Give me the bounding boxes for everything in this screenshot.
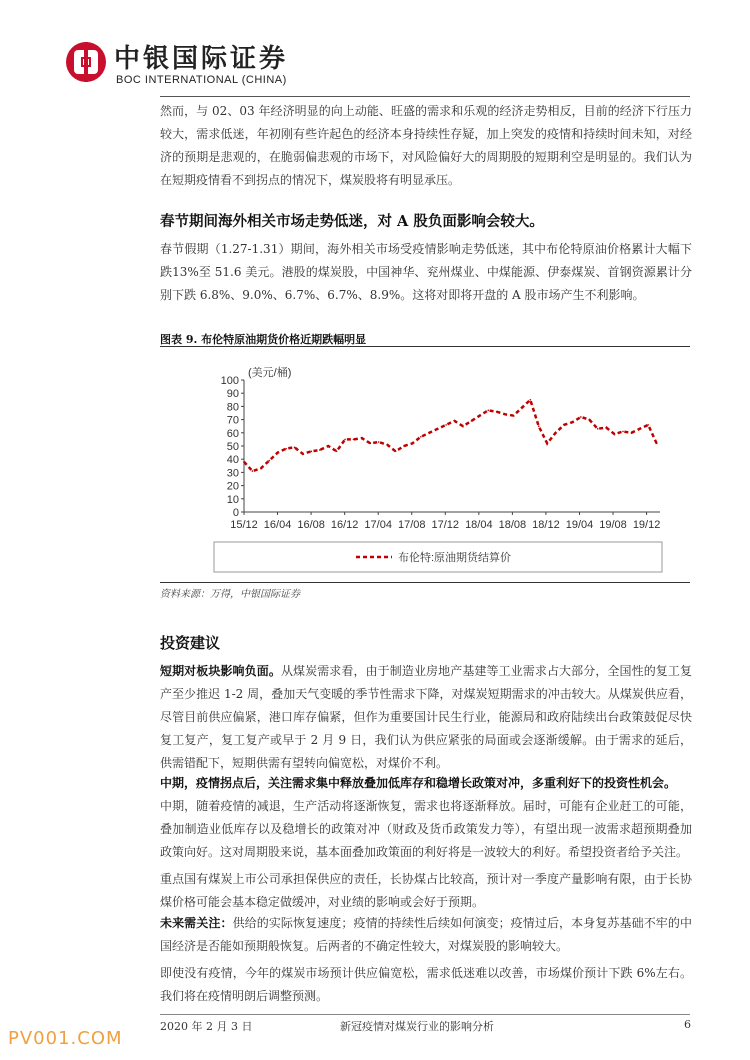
data-point [471, 420, 473, 422]
y-tick-label: 70 [226, 414, 239, 427]
brand-name-cn: 中银国际证券 [114, 44, 289, 74]
y-tick-label: 30 [226, 467, 239, 480]
y-tick-label: 0 [232, 507, 239, 519]
data-point [454, 420, 456, 422]
data-point [622, 431, 624, 433]
outlook-paragraph: 即使没有疫情，今年的煤炭市场预计供应偏宽松，需求低迷难以改善，市场煤价预计下跌 6%左右。我们将在疫情明朗后调整预测。 [160, 966, 692, 1003]
data-point [588, 419, 590, 421]
data-point [412, 443, 414, 445]
x-tick-label: 18/12 [532, 519, 560, 531]
x-tick-label: 19/04 [565, 519, 594, 531]
short-term-paragraph [160, 660, 692, 775]
data-point [572, 421, 574, 423]
watch-body: 供给的实际恢复速度；疫情的持续性后续如何演变；疫情过后，本身复苏基础不牢的中国经济是否能如预期般恢复。后两者的不确定性较大，对煤炭股的影响较大。 [160, 916, 692, 953]
x-tick-label: 19/08 [599, 519, 627, 531]
data-point [311, 450, 313, 452]
watch-lead: 未来需关注： [160, 916, 233, 930]
x-tick-label: 18/04 [465, 519, 493, 531]
x-tick-label: 19/12 [632, 519, 661, 531]
mid-term-body: 中期，随着疫情的减退，生产活动将逐渐恢复，需求也将逐渐释放。届时，可能有企业赶工的可能，叠加制造业低库存以及稳增长的政策对冲（财政及货币政策发力等），有望出现一波需求超预期叠加政策向好。这对周期股来说，基本面叠加政策面的利好将是一波较大的利好。希望投资者给予关注。 [160, 799, 692, 859]
data-point [639, 428, 641, 430]
x-tick-label: 15/12 [230, 519, 258, 531]
chart-top-rule [160, 346, 690, 347]
data-point [647, 424, 649, 426]
data-point [445, 424, 447, 426]
legend-label: 布伦特:原油期货结算价 [398, 552, 512, 564]
boc-logo-bar [84, 42, 88, 82]
data-point [243, 461, 245, 463]
data-point [378, 441, 380, 443]
data-point [319, 449, 321, 451]
data-point [487, 410, 489, 412]
data-point [521, 407, 523, 409]
data-point [277, 452, 279, 454]
y-tick-label: 100 [220, 375, 239, 387]
page-number: 6 [684, 1018, 691, 1031]
data-point [538, 425, 540, 427]
x-tick-label: 17/04 [364, 519, 392, 531]
chart-title: 图表 9. 布伦特原油期货价格近期跌幅明显 [160, 333, 367, 346]
brand-name-en: BOC INTERNATIONAL (CHINA) [116, 74, 287, 86]
data-point [370, 443, 372, 445]
data-point [268, 460, 270, 462]
data-point [395, 450, 397, 452]
data-point [260, 468, 262, 470]
data-point [420, 436, 422, 438]
data-point [656, 443, 658, 445]
watermark: PV001.COM [8, 1028, 123, 1049]
data-point [344, 439, 346, 441]
market-paragraph: 春节假期（1.27-1.31）期间，海外相关市场受疫情影响走势低迷，其中布伦特原油价格累计大幅下跌13%至 51.6 美元。港股的煤炭股，中国神华、兖州煤业、中煤能源、伊泰煤炭、首钢资源累计分别下跌 6.8%、9.0%、6.7%、6.7%、8.9%。这将对即将开盘的 A 股市场产生不利影响。 [160, 242, 692, 302]
soe-paragraph: 重点国有煤炭上市公司承担保供应的责任，长协煤占比较高，预计对一季度产量影响有限，由于长协煤价格可能会基本稳定做缓冲，对业绩的影响或会好于预期。 [160, 872, 692, 909]
footer-divider [160, 1014, 690, 1015]
data-point [361, 437, 363, 439]
short-term-lead: 短期对板块影响负面。 [160, 664, 281, 678]
section-heading-market: 春节期间海外相关市场走势低迷，对 A 股负面影响会较大。 [160, 213, 544, 230]
footer-date: 2020 年 2 月 3 日 [160, 1020, 253, 1033]
y-axis-label: (美元/桶) [248, 367, 292, 379]
data-point [504, 414, 506, 416]
data-point [437, 428, 439, 430]
data-point [353, 439, 355, 441]
watch-paragraph [160, 912, 692, 958]
data-point [631, 432, 633, 434]
section-heading-investment: 投资建议 [160, 634, 221, 652]
y-tick-label: 20 [226, 480, 239, 493]
y-tick-label: 10 [226, 493, 239, 506]
mid-term-paragraph [160, 772, 692, 864]
x-tick-label: 18/08 [498, 519, 527, 531]
data-point [546, 443, 548, 445]
y-tick-label: 50 [226, 441, 239, 453]
header-divider [160, 96, 690, 97]
brent-oil-chart [160, 350, 690, 580]
data-point [294, 447, 296, 449]
y-tick-label: 60 [226, 427, 239, 440]
data-point [285, 448, 287, 450]
x-tick-label: 16/08 [297, 519, 325, 531]
x-tick-label: 16/12 [330, 519, 359, 531]
data-point [327, 445, 329, 447]
data-point [563, 424, 565, 426]
data-point [597, 428, 599, 430]
data-point [462, 425, 464, 427]
data-point [428, 432, 430, 434]
mid-term-lead: 中期，疫情拐点后，关注需求集中释放叠加低库存和稳增长政策对冲，多重利好下的投资性机会。 [160, 776, 677, 790]
y-tick-label: 90 [226, 388, 239, 401]
x-tick-label: 17/12 [431, 519, 460, 531]
chart-bottom-rule [160, 582, 690, 583]
data-point [530, 399, 532, 401]
intro-paragraph: 然而，与 02、03 年经济明显的向上动能、旺盛的需求和乐观的经济走势相反，目前的经济下行压力较大，需求低迷，年初刚有些许起色的经济本身持续性存疑，加上突发的疫情和持续时间未知，对经济的预期是悲观的，在脆弱偏悲观的市场下，对风险偏好大的周期股的短期利空是明显的。我们认为在短期疫情看不到拐点的情况下，煤炭股将有明显承压。 [160, 104, 692, 187]
x-tick-label: 16/04 [263, 519, 292, 531]
data-point [580, 416, 582, 418]
chart-source: 资料来源：万得，中银国际证券 [160, 589, 300, 600]
y-tick-label: 40 [226, 454, 239, 467]
data-point [479, 415, 481, 417]
x-tick-label: 17/08 [397, 519, 426, 531]
data-point [403, 445, 405, 447]
data-point [496, 411, 498, 413]
y-tick-label: 80 [226, 401, 239, 414]
short-term-body: 从煤炭需求看，由于制造业房地产基建等工业需求占大部分，全国性的复工复产至少推迟 1-2 周，叠加天气变暖的季节性需求下降，对煤炭短期需求的冲击较大。从煤炭供应看，尽管目前供应偏紧，港口库存偏紧，但作为重要国计民生行业，能源局和政府陆续出台政策鼓促尽快复工复产，复工复产或早于 2 月 9 日，我们认为供应紧张的局面或会逐渐缓解。由于需求的延后，供需错配下，短期供需有望转向偏宽松，对煤价不利。 [160, 664, 692, 770]
data-point [386, 444, 388, 446]
data-point [614, 433, 616, 435]
data-point [336, 450, 338, 452]
data-point [513, 415, 515, 417]
data-point [302, 453, 304, 455]
data-point [555, 432, 557, 434]
footer-title: 新冠疫情对煤炭行业的影响分析 [340, 1020, 494, 1033]
data-point [252, 470, 254, 472]
data-point [605, 427, 607, 429]
